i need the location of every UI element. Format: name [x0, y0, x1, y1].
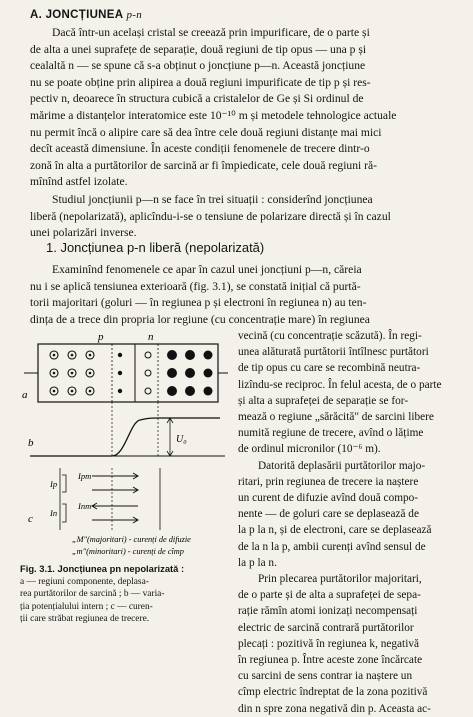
- text-line: unei polarizări inverse.: [30, 226, 137, 240]
- text-line: vecină (cu concentrație scăzută). În regi-: [238, 330, 422, 342]
- figure-3-1: [20, 330, 230, 560]
- text-line: cîmp electric îndreptat de la zona pozitivă: [238, 686, 428, 699]
- crystal-diagram: [24, 344, 228, 402]
- currents-diagram: [60, 468, 160, 530]
- text-line: lizîndu-se reciproc. În felul acesta, de o parte: [238, 378, 442, 391]
- potential-label: U₀: [176, 434, 187, 445]
- text-line: numită regiune de trecere, avînd o lățime: [238, 427, 424, 440]
- right-column-text: [238, 328, 460, 717]
- text-line: de o parte și de alta a suprafeței de sepa-: [238, 589, 421, 602]
- text-line: de alta a unei suprafețe de separație, două regiuni de tip opus — una p și: [30, 42, 367, 56]
- caption-title: Fig. 3.1. Joncțiunea pn nepolarizată :: [20, 563, 185, 574]
- current-ipm-label: Ipm: [78, 471, 92, 481]
- text-line: de ordinul micronilor (10⁻⁶ m).: [238, 443, 381, 456]
- text-line: cu sarcini de sens contrar ia naștere un: [238, 670, 413, 683]
- figure-label-a: a: [22, 389, 28, 401]
- text-line: liberă (nepolarizată), aplicîndu-i-se o tensiune de polarizare directă și în cazul: [30, 209, 391, 223]
- caption-line: ția potențialului intern ; c — curen-: [20, 601, 153, 612]
- text-line: plecați : pozitivă în regiunea k, negativă: [238, 637, 419, 650]
- text-line: la p la n, și de electroni, care se deplasează: [238, 524, 432, 537]
- text-line: la p la n.: [238, 556, 277, 569]
- text-line: din n spre zona negativă din p. Aceasta ac-: [238, 702, 431, 715]
- caption-line: a — regiuni componente, deplasa-: [20, 577, 149, 588]
- text-line: în regiunea p. Între aceste zone încărcate: [238, 654, 423, 667]
- current-inm-label: Inm: [78, 501, 92, 511]
- figure-label-p: p: [98, 331, 104, 343]
- text-line: mează o regiune „sărăcită" de sarcini libere: [238, 411, 434, 424]
- text-line: electric de sarcină contrară purtătorilor: [238, 621, 414, 634]
- text-line: de tip opus cu care se recombină neutra-: [238, 362, 421, 375]
- current-in-label: In: [50, 508, 58, 518]
- text-line: și alta a suprafeței de separație se for-: [238, 394, 409, 407]
- text-line: un curent de difuzie avînd două compo-: [238, 492, 419, 505]
- section-title: 1. Joncțiunea p-n liberă (nepolarizată): [46, 240, 265, 255]
- paragraph-1: [30, 25, 460, 191]
- paragraph-3: [30, 262, 460, 328]
- text-line: nu permit încă o alipire care să dea între cele două regiuni distanțe mai mici: [30, 125, 382, 139]
- text-line: de la n la p, ambii curenți avînd sensul de: [238, 540, 426, 553]
- paragraph-2: [30, 192, 460, 242]
- text-line: mînînd astfel izolate.: [30, 175, 128, 189]
- text-line: nu se poate obține prin alipirea a două regiuni impurificate de tip p și res-: [30, 75, 371, 89]
- text-line: rație rămîn atomi ionizați necompensați: [238, 605, 418, 618]
- text-line: pectiv n, deoarece în structura cubică a cristalelor de Ge și Si ordinul de: [30, 92, 364, 106]
- potential-graph: [30, 402, 225, 456]
- figure-legend-majority: „M"(majoritari) - curenți de difuzie: [72, 535, 191, 544]
- text-line: Studiul joncțiunii p—n se face în trei situații : considerînd joncțiunea: [52, 193, 373, 206]
- caption-line: rea purtătorilor de sarcină ; b — varia-: [20, 589, 165, 600]
- text-line: mărime a distanțelor interatomice este 10⁻¹⁰ m și metodele tehnologice actuale: [30, 108, 397, 122]
- current-ip-label: Ip: [50, 479, 58, 489]
- text-line: dința de a trece din propria lor regiune (cu concentrație mare) în regiunea: [30, 312, 370, 326]
- figure-label-n: n: [148, 331, 154, 343]
- figure-label-c: c: [28, 513, 33, 525]
- figure-legend-minority: „m"(minoritari) - curenți de cîmp: [72, 547, 184, 556]
- text-line: zonă în alta a purtătorilor de sarcină ar fi împiedicate, cele două regiuni ră-: [30, 158, 378, 172]
- text-line: ritari, prin regiunea de trecere ia naștere: [238, 475, 419, 488]
- header-suffix: p-n: [126, 9, 143, 21]
- text-line: decît această dimensiune. În aceste condiții fenomenele de trecere dintr-o: [30, 142, 370, 156]
- section-header: [30, 9, 142, 21]
- text-line: Dacă într-un același cristal se creează prin impurificare, de o parte și: [52, 26, 370, 39]
- text-line: torii majoritari (goluri — în regiunea p și electroni în regiunea n) au ten-: [30, 296, 367, 310]
- header-prefix: A. JONCȚIUNEA: [30, 9, 123, 21]
- figure-caption: [20, 563, 230, 625]
- text-line: Examinînd fenomenele ce apar în cazul unei joncțiuni p—n, căreia: [52, 263, 362, 276]
- text-line: Prin plecarea purtătorilor majoritari,: [258, 573, 422, 586]
- text-line: Datorită deplasării purtătorilor majo-: [258, 459, 426, 472]
- text-line: cealaltă n — se spune că s-a obținut o joncțiune p—n. Această joncțiune: [30, 59, 366, 73]
- text-line: nente — de goluri care se deplasează de: [238, 508, 419, 521]
- text-line: nu i se aplică tensiunea exterioară (fig. 3.1), se constată inițial că purtă-: [30, 279, 361, 293]
- caption-line: ții care străbat regiunea de trecere.: [20, 613, 150, 624]
- text-line: unea alăturată purtătorii întîlnesc purtători: [238, 346, 429, 359]
- figure-label-b: b: [28, 437, 34, 449]
